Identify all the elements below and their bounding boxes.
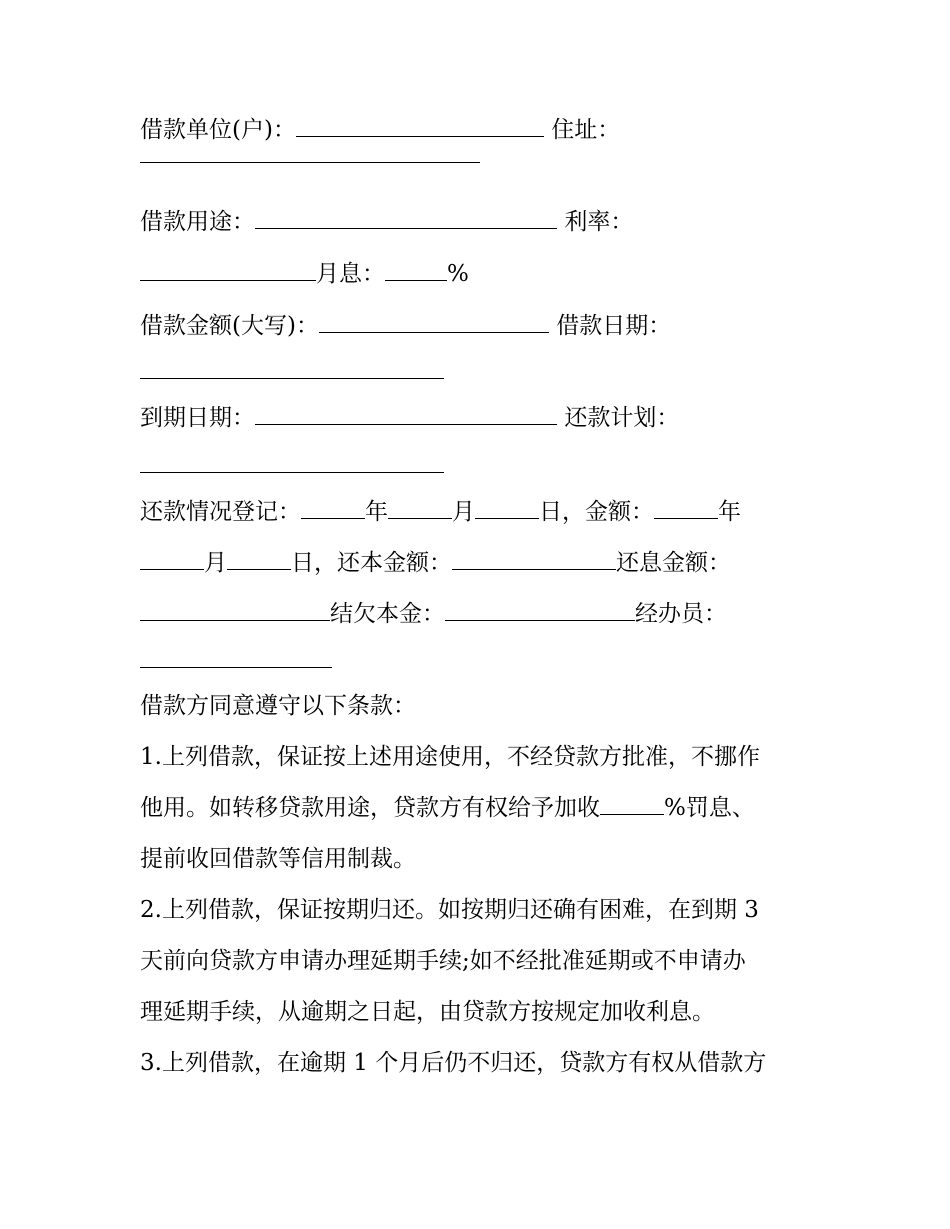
record1-day-blank[interactable]	[475, 496, 539, 519]
clause-2-line-1: 2.上列借款，保证按期归还。如按期归还确有困难，在到期 3	[140, 897, 759, 923]
borrower-label: 借款单位(户)：	[140, 117, 296, 143]
outstanding-row	[140, 598, 727, 630]
clause-2-line-3: 理延期手续，从逾期之日起，由贷款方按规定加收利息。	[140, 999, 715, 1025]
interest-amount-blank[interactable]	[140, 598, 330, 621]
due-date-row	[140, 402, 679, 434]
due-date-blank[interactable]	[255, 402, 557, 425]
percent-sign: %	[447, 261, 469, 287]
interest-amount-label: 还息金额：	[616, 550, 731, 576]
clause-1-line-2	[140, 792, 755, 824]
record1-month-blank[interactable]	[388, 496, 452, 519]
record2-year-label: 年	[718, 499, 741, 525]
purpose-blank[interactable]	[255, 206, 557, 229]
borrower-row	[140, 114, 620, 146]
record1-year-label: 年	[365, 499, 388, 525]
amount-row	[140, 310, 671, 342]
monthly-interest-blank[interactable]	[385, 258, 447, 281]
outstanding-blank[interactable]	[445, 598, 635, 621]
record1-month-label: 月	[452, 499, 475, 525]
clause-1-line-2-text: 他用。如转移贷款用途，贷款方有权给予加收	[140, 795, 600, 821]
rate-label: 利率：	[564, 209, 634, 235]
borrower-blank[interactable]	[296, 114, 544, 137]
purpose-row	[140, 206, 633, 238]
repay-record-label: 还款情况登记：	[140, 499, 301, 525]
repay-record-row-2	[140, 547, 731, 579]
loan-date-blank[interactable]	[140, 378, 444, 379]
repay-plan-label: 还款计划：	[564, 405, 680, 431]
clause-1-line-1: 1.上列借款，保证按上述用途使用，不经贷款方批准，不挪作	[140, 744, 760, 770]
clause-2-line-2: 天前向贷款方申请办理延期手续;如不经批准延期或不申请办	[140, 948, 746, 974]
purpose-label: 借款用途：	[140, 209, 255, 235]
loan-date-label: 借款日期：	[556, 313, 672, 339]
principal-amount-blank[interactable]	[452, 547, 616, 570]
record2-year-blank[interactable]	[654, 496, 718, 519]
record1-day-amount-label: 日，金额：	[539, 499, 654, 525]
address-label: 住址：	[551, 117, 621, 143]
handler-blank[interactable]	[140, 667, 332, 668]
rate-blank[interactable]	[140, 258, 316, 281]
clause-1-line-2-tail: %罚息、	[664, 795, 755, 821]
record1-year-blank[interactable]	[301, 496, 365, 519]
record2-month-blank[interactable]	[140, 547, 204, 570]
repay-record-row	[140, 496, 741, 528]
outstanding-label: 结欠本金：	[330, 601, 445, 627]
clause-3-line-1: 3.上列借款，在逾期 1 个月后仍不归还，贷款方有权从借款方	[140, 1050, 767, 1076]
penalty-rate-blank[interactable]	[600, 792, 664, 815]
handler-label: 经办员：	[635, 601, 727, 627]
amount-label: 借款金额(大写)：	[140, 313, 319, 339]
address-blank[interactable]	[140, 162, 480, 163]
record2-day-blank[interactable]	[227, 547, 291, 570]
due-date-label: 到期日期：	[140, 405, 255, 431]
terms-heading: 借款方同意遵守以下条款：	[140, 693, 416, 719]
record2-day-principal-label: 日，还本金额：	[291, 550, 452, 576]
amount-blank[interactable]	[319, 310, 549, 333]
monthly-interest-label: 月息：	[316, 261, 385, 287]
repay-plan-blank[interactable]	[140, 472, 444, 473]
rate-row	[140, 258, 469, 290]
clause-1-line-3: 提前收回借款等信用制裁。	[140, 846, 416, 872]
record2-month-label: 月	[204, 550, 227, 576]
